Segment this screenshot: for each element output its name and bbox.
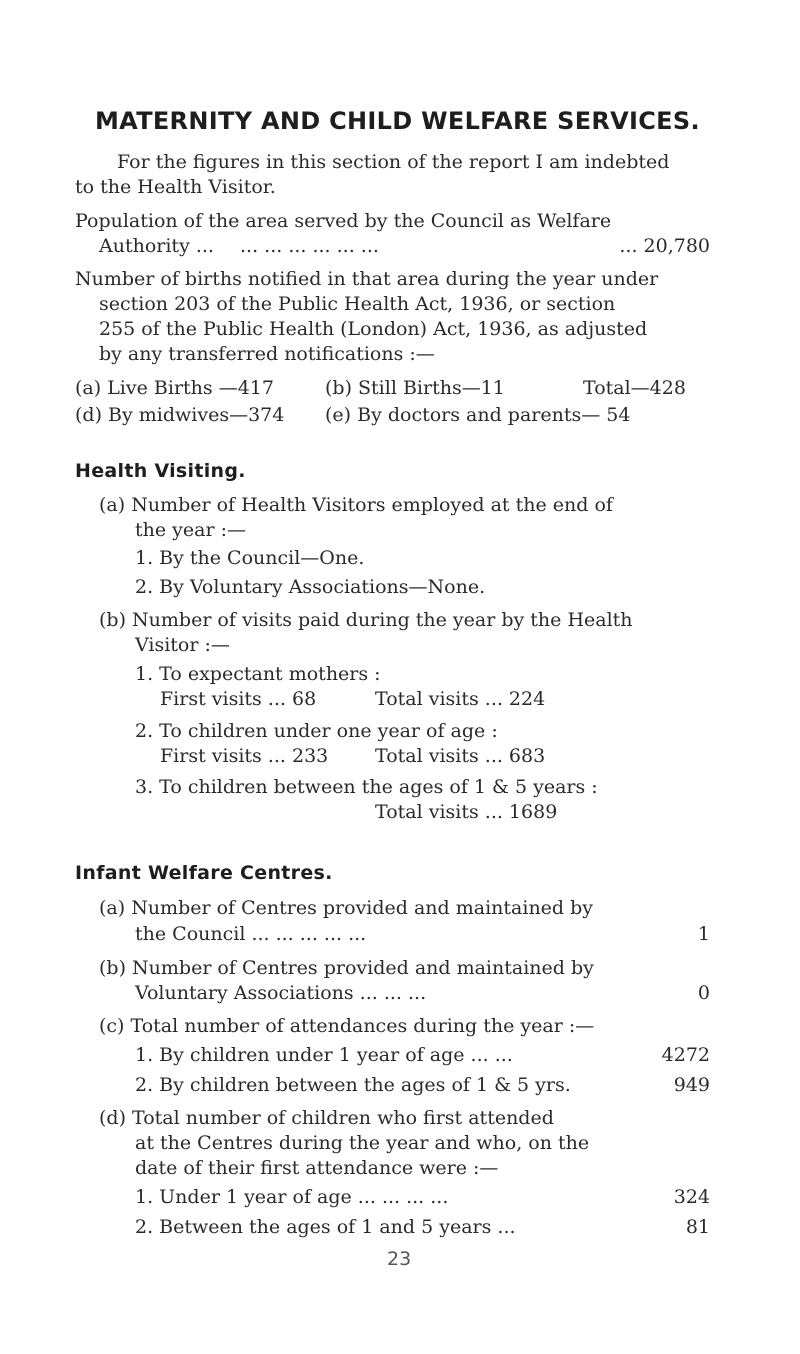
births-line-1: Number of births notified in that area during the year under: [75, 268, 659, 290]
hv-b2-total-visits: Total visits ... 683: [375, 745, 546, 767]
iw-c-item-2: 2. By children between the ages of 1 & 5 yrs.: [135, 1074, 571, 1096]
population-value: ... 20,780: [619, 235, 710, 257]
iw-d-line-2: at the Centres during the year and who, on the: [135, 1132, 590, 1154]
iw-c-item-1: 1. By children under 1 year of age ... ...: [135, 1044, 513, 1066]
iw-c-line-1: (c) Total number of attendances during the year :—: [99, 1015, 595, 1037]
population-label: Authority ...: [99, 235, 214, 257]
hv-b1-total-visits: Total visits ... 224: [375, 688, 546, 710]
iw-b-line-2: Voluntary Associations ... ... ...: [135, 982, 427, 1004]
iw-b-line-1: (b) Number of Centres provided and maintained by: [99, 957, 594, 979]
page-title: MATERNITY AND CHILD WELFARE SERVICES.: [95, 107, 700, 135]
births-by-doctors: (e) By doctors and parents— 54: [325, 404, 631, 426]
iw-d-value-2: 81: [685, 1216, 710, 1238]
intro-line-2: to the Health Visitor.: [75, 176, 276, 198]
hv-b3-total-visits: Total visits ... 1689: [375, 801, 558, 823]
hv-b1-first-visits: First visits ... 68: [160, 688, 317, 710]
population-line-1: Population of the area served by the Council as Welfare: [75, 210, 612, 232]
births-line-3: 255 of the Public Health (London) Act, 1936, as adjusted: [99, 318, 648, 340]
population-leader-dots: ... ... ... ... ... ...: [240, 235, 379, 257]
still-births: (b) Still Births—11: [325, 377, 505, 399]
iw-d-item-1: 1. Under 1 year of age ... ... ... ...: [135, 1186, 449, 1208]
hv-a-line-2: the year :—: [135, 519, 246, 541]
hv-b-line-2: Visitor :—: [135, 634, 230, 656]
hv-b2-first-visits: First visits ... 233: [160, 745, 329, 767]
iw-a-value: 1: [697, 923, 710, 945]
hv-a-item-1: 1. By the Council—One.: [135, 547, 365, 569]
hv-b-line-1: (b) Number of visits paid during the year by the Health: [99, 609, 633, 631]
hv-b1-label: 1. To expectant mothers :: [135, 663, 381, 685]
iw-d-value-1: 324: [673, 1186, 710, 1208]
live-births: (a) Live Births —417: [75, 377, 274, 399]
hv-b3-label: 3. To children between the ages of 1 & 5 years :: [135, 776, 598, 798]
births-total: Total—428: [583, 377, 686, 399]
births-by-midwives: (d) By midwives—374: [75, 404, 285, 426]
health-visiting-heading: Health Visiting.: [75, 460, 246, 482]
iw-d-line-3: date of their first attendance were :—: [135, 1157, 499, 1179]
hv-a-item-2: 2. By Voluntary Associations—None.: [135, 576, 486, 598]
infant-welfare-heading: Infant Welfare Centres.: [75, 862, 333, 884]
iw-a-line-2: the Council ... ... ... ... ...: [135, 923, 367, 945]
page-number: 23: [387, 1248, 412, 1270]
births-line-2: section 203 of the Public Health Act, 1936, or section: [99, 293, 616, 315]
intro-line-1: For the figures in this section of the report I am indebted: [117, 151, 670, 173]
births-line-4: by any transferred notifications :—: [99, 343, 435, 365]
iw-d-line-1: (d) Total number of children who first attended: [99, 1107, 554, 1129]
iw-c-value-1: 4272: [661, 1044, 710, 1066]
hv-b2-label: 2. To children under one year of age :: [135, 720, 498, 742]
iw-c-value-2: 949: [673, 1074, 710, 1096]
iw-a-line-1: (a) Number of Centres provided and maintained by: [99, 897, 594, 919]
iw-b-value: 0: [697, 982, 710, 1004]
hv-a-line-1: (a) Number of Health Visitors employed at the end of: [99, 494, 613, 516]
iw-d-item-2: 2. Between the ages of 1 and 5 years ...: [135, 1216, 516, 1238]
